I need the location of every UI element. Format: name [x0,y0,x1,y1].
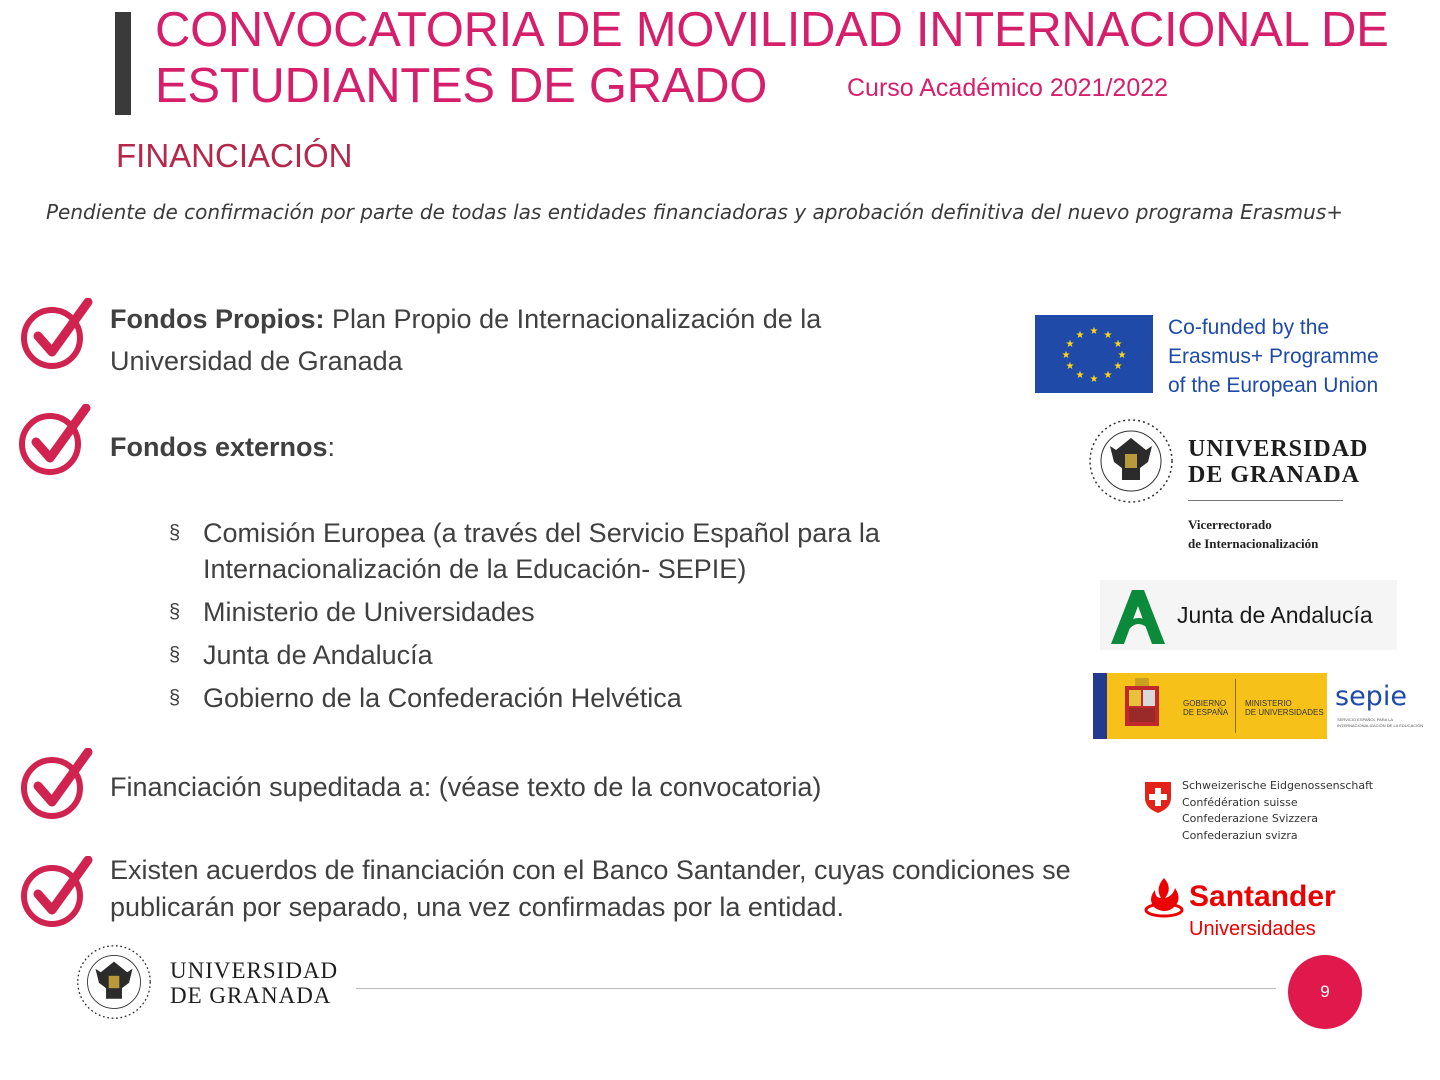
fondos-propios-text: Plan Propio de Internacionalización de la Universidad de Granada [110,304,822,376]
santander-universidades-logo [1143,874,1363,944]
svg-text:★: ★ [1089,374,1099,385]
footer-divider [356,988,1276,989]
ugr-logo-line-2: DE GRANADA [1188,462,1360,488]
page-title-line-1: CONVOCATORIA DE MOVILIDAD INTERNACIONAL DE [155,3,1389,57]
external-funds-list [169,515,969,723]
list-item-fondos-externos [110,426,335,468]
fondos-externos-colon: : [327,432,336,462]
ministerio-line-2: DE UNIVERSIDADES [1245,708,1324,717]
checkmark-icon [20,748,94,822]
svg-text:★: ★ [1089,326,1099,337]
santander-flame-icon [1143,876,1185,918]
svg-text:★: ★ [1103,370,1113,381]
gobierno-sepie-logo [1093,673,1424,739]
svg-text:★: ★ [1061,350,1071,361]
swiss-line-3: Confederazione Svizzera [1182,812,1318,825]
gobierno-line-2: DE ESPAÑA [1183,708,1229,717]
title-accent-bar [115,12,131,115]
page-number-badge: 9 [1288,955,1362,1029]
svg-text:★: ★ [1113,339,1123,350]
checkmark-icon [20,298,94,372]
erasmus-line-3: of the European Union [1168,374,1379,397]
santander-universidades-text: Universidades [1189,918,1316,940]
santander-wordmark: Santander [1189,880,1336,913]
checkmark-icon [20,856,94,930]
swiss-confederation-logo [1141,776,1374,846]
sub-list-item: § Junta de Andalucía [169,637,969,673]
svg-text:★: ★ [1065,339,1075,350]
erasmus-line-2: Erasmus+ Programme [1168,345,1379,368]
list-item-supeditada: Financiación supeditada a: (véase texto de la convocatoria) [110,772,822,802]
list-item-fondos-propios [110,298,960,382]
svg-text:★: ★ [1075,370,1085,381]
ugr-logo-line-1: UNIVERSIDAD [1188,436,1369,462]
list-item-santander: Existen acuerdos de financiación con el Banco Santander, cuyas condiciones se publicarán por separado, una vez confirmadas por la entidad. [110,855,1071,922]
academic-year-subtitle: Curso Académico 2021/2022 [847,74,1169,102]
svg-text:★: ★ [1117,350,1127,361]
svg-text:★: ★ [1075,330,1085,341]
ugr-seal-icon [1088,418,1174,504]
page-title-line-2: ESTUDIANTES DE GRADO [155,59,768,113]
junta-andalucia-logo [1100,580,1397,650]
swiss-line-4: Confederaziun svizra [1182,828,1298,842]
eu-flag-icon [1035,315,1153,393]
fondos-propios-label: Fondos Propios: [110,304,325,334]
fondos-externos-label: Fondos externos [110,432,328,462]
gobierno-line-1: GOBIERNO [1183,699,1227,708]
sub-list-item: § Comisión Europea (a través del Servicio Español para la Internacionalización de la Educación- SEPIE) [169,515,969,587]
svg-text:★: ★ [1065,361,1075,372]
section-heading: FINANCIACIÓN [116,137,353,174]
ugr-vicerrectorado-line-1: Vicerrectorado [1188,517,1272,532]
erasmus-line-1: Co-funded by the [1168,316,1330,339]
footer-ugr-line-1: UNIVERSIDAD [170,958,339,983]
erasmus-cofunded-logo [1035,313,1415,397]
ugr-vicerrectorado-line-2: de Internacionalización [1188,536,1319,551]
checkmark-icon [18,404,92,478]
junta-text: Junta de Andalucía [1177,602,1373,628]
swiss-line-1: Schweizerische Eidgenossenschaft [1182,779,1374,792]
ministerio-line-1: MINISTERIO [1245,699,1292,708]
ugr-vicerrectorado-logo [1088,418,1378,558]
ugr-seal-icon [74,944,154,1020]
footer-ugr-line-2: DE GRANADA [170,983,332,1008]
swiss-line-2: Confédération suisse [1182,795,1298,809]
junta-a-icon [1106,586,1170,646]
sub-list-item: § Gobierno de la Confederación Helvética [169,680,969,716]
swiss-cross-icon [1143,780,1173,814]
sepie-sub-line-1: SERVICIO ESPAÑOL PARA LA [1337,717,1394,722]
sub-list-item: § Ministerio de Universidades [169,594,969,630]
spain-coat-of-arms-icon [1119,678,1165,734]
sepie-sub-line-2: INTERNACIONALIZACIÓN DE LA EDUCACIÓN [1337,723,1424,728]
svg-text:★: ★ [1103,330,1113,341]
funding-note: Pendiente de confirmación por parte de todas las entidades financiadoras y aprobación definitiva del nuevo programa Erasmus+ [46,200,1343,224]
svg-text:★: ★ [1113,361,1123,372]
sepie-wordmark: sepie [1335,681,1407,712]
footer-ugr-logo [74,944,364,1020]
